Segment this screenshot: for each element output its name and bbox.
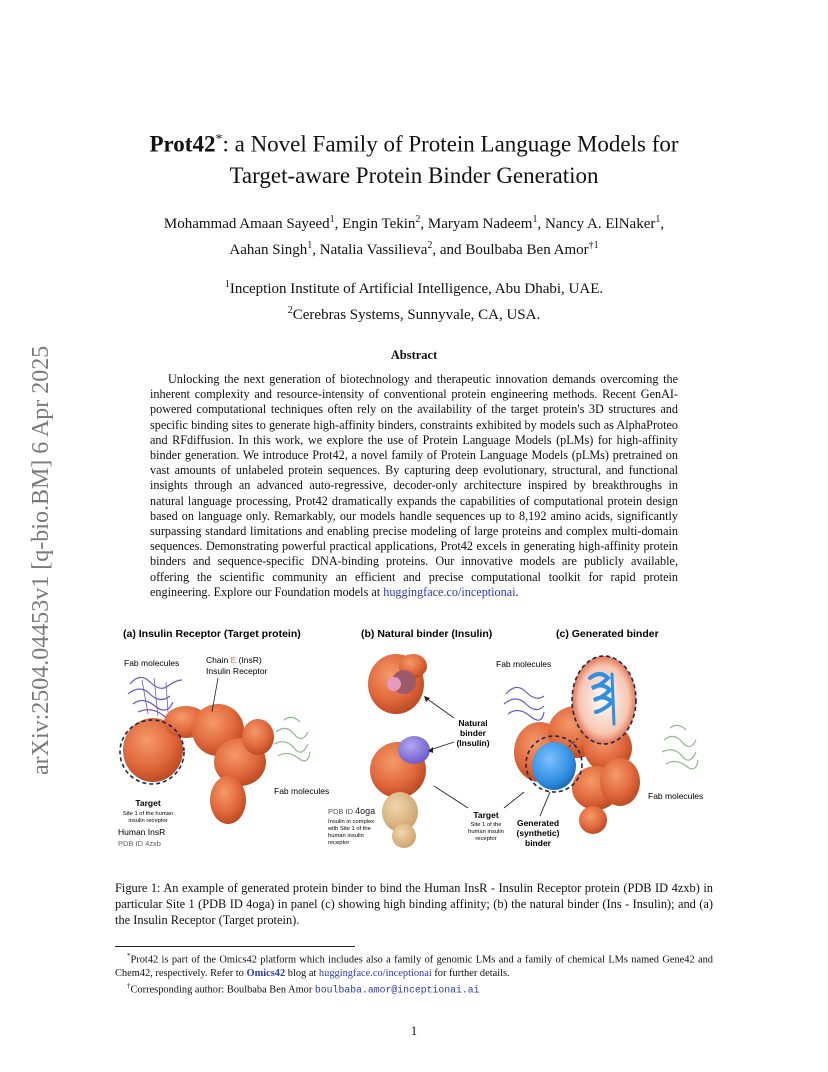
author-affil-mark: 2: [427, 239, 433, 251]
a-chain-label: Chain E (InsR): [206, 655, 262, 665]
author-name: Maryam Nadeem: [427, 215, 533, 232]
footnote-rule: [115, 946, 355, 947]
title-block: [90, 124, 738, 326]
b-pdb-sub3: human insulin: [328, 833, 364, 839]
title-footnote-mark: *: [215, 132, 223, 147]
b-natural-label2: binder: [460, 728, 486, 738]
omics42-link[interactable]: Omics42: [246, 967, 286, 979]
footnote-text: Corresponding author: Boulbaba Ben Amor: [130, 984, 315, 996]
page-number: 1: [410, 1024, 418, 1038]
c-fab-green: [662, 725, 698, 768]
a-target-sub1: Site 1 of the human: [122, 811, 174, 817]
b-target-label: Target: [473, 810, 499, 820]
zoom-bubble: [572, 656, 636, 744]
author-name: Aahan Singh: [229, 241, 308, 258]
figure-1: [108, 622, 720, 854]
footnotes: [115, 950, 713, 997]
huggingface-link[interactable]: huggingface.co/inceptionai: [383, 584, 516, 599]
figure-1-illustration: [108, 622, 720, 854]
b-arrow-up-head: [424, 696, 430, 702]
paper-title: [90, 124, 738, 191]
b-natural-label1: Natural: [458, 718, 488, 728]
c-generated-label1: Generated: [516, 818, 560, 828]
abstract-heading: Abstract: [390, 348, 438, 362]
title-model-name: Prot42: [149, 131, 216, 157]
b-target-sub2: human insulin: [468, 829, 504, 835]
footnote-mark: †: [127, 982, 131, 991]
affiliation: Inception Institute of Artificial Intelligence, Abu Dhabi, UAE.: [229, 280, 604, 297]
author-affil-mark: 1: [532, 213, 538, 225]
b-pdb-sub2: with Site 1 of the: [328, 826, 371, 832]
author-name: Natalia Vassilieva: [319, 241, 428, 258]
panel-b-title: (b) Natural binder (Insulin): [361, 628, 493, 640]
fab-molecule-green: [274, 717, 310, 760]
affiliation-list: [90, 274, 738, 326]
abstract-text: Unlocking the next generation of biotechnology and therapeutic innovation demands overcoming the inherent complexity and resource-intensity of conventional protein engineering methods. Recent GenAI-powered computational techniques often rely on the availability of the target protein's 3D structures and specific binding sites to generate high-affinity binders, constraints exhibited by models such as AlphaProteo and RFdiffusion. In this work, we explore the use of Protein Language Models (pLMs) for high-affinity binder generation. We introduce Prot42, a novel family of Protein Language Models (pLMs) pretrained on vast amounts of unlabeled protein sequences. By capturing deep evolutionary, structural, and functional insights through an advanced auto-regressive, decoder-only architecture inspired by breakthroughs in natural language processing, Prot42 dramatically expands the capabilities of computational protein design based on language only. Remarkably, our models handle sequences up to 8,192 amino acids, significantly surpassing standard limitations and enabling precise modeling of large proteins and complex multi-domain sequences. Demonstrating powerful practical applications, Prot42 excels in generating high-affinity protein binders and sequence-specific DNA-binding proteins. Our innovative models are publicly available, offering the scientific community an efficient and precise computational toolkit for rapid protein engineering. Explore our Foundation models at: [150, 372, 678, 599]
b-pdb-sub4: receptor: [328, 840, 350, 846]
c-generated-pointer: [540, 792, 550, 816]
b-target-arrow-right: [504, 792, 524, 808]
c-fab-top-label: Fab molecules: [496, 659, 552, 669]
a-insulin-receptor-label: Insulin Receptor: [206, 666, 268, 676]
author-affil-mark: 1: [307, 239, 313, 251]
abstract-end: .: [515, 584, 519, 599]
footnote-text: Prot42 is part of the Omics42 platform which includes also a family of genomic LMs and a family of chemical LMs named Gene42 and Chem42, respectively. Refer to: [115, 954, 713, 979]
title-line2: Target-aware Protein Binder Generation: [229, 162, 599, 188]
panel-b-structure: [327, 654, 524, 848]
b-pdb-sub1: Insulin in complex: [328, 819, 375, 825]
footnote-2: [115, 980, 713, 997]
author-affil-mark: 1: [655, 213, 661, 225]
c-generated-label2: (synthetic): [516, 828, 560, 838]
b-target-sub3: receptor: [475, 836, 497, 842]
b-arrow-up: [426, 698, 454, 718]
panel-c-structure: [496, 656, 703, 848]
a-target-sub2: insulin receptor: [128, 818, 168, 824]
author-list: Mohammad Amaan Sayeed$^1$, Engin Tekin$^2$, Maryam Nadeem$^1$, Nancy A. ElNaker$^1$, Aahan Singh$^1$, Natalia Vassilieva$^2$, and Boulbaba Ben Amor$^{\dagger 1}$: [163, 213, 665, 258]
tan-domain: [382, 792, 418, 848]
c-generated-label3: binder: [525, 838, 551, 848]
a-human-insr: Human InsR: [118, 827, 166, 837]
arxiv-stamp: [0, 0, 70, 1072]
insulin-bound: [398, 736, 430, 764]
footnote-1: [115, 950, 713, 980]
footnote-huggingface-link[interactable]: huggingface.co/inceptionai: [318, 967, 432, 979]
author-name: Nancy A. ElNaker: [544, 215, 656, 232]
arxiv-identifier: arXiv:2504.04453v1 [q-bio.BM] 6 Apr 2025: [28, 345, 54, 775]
b-arrow-down: [430, 742, 454, 750]
b-target-sub1: Site 1 of the: [470, 822, 502, 828]
affiliation-mark: 1: [224, 278, 230, 290]
affiliation: Cerebras Systems, Sunnyvale, CA, USA.: [292, 306, 541, 323]
a-fab-bottom-label: Fab molecules: [274, 786, 330, 796]
generated-binder-blob: [532, 742, 576, 790]
author-name: Engin Tekin: [342, 215, 416, 232]
b-pdb-label: PDB ID 4oga: [328, 806, 376, 816]
author-affil-mark: 1: [329, 213, 335, 225]
affiliation-mark: 2: [287, 304, 293, 316]
abstract-body: [150, 372, 678, 600]
footnote-text: blog at: [285, 967, 319, 979]
b-natural-label3: (Insulin): [456, 738, 490, 748]
footnote-text: for further details.: [431, 967, 510, 979]
author-name: Mohammad Amaan Sayeed: [163, 215, 330, 232]
panel-a-structure: [118, 655, 329, 848]
a-fab-label: Fab molecules: [124, 658, 180, 668]
title-line1: : a Novel Family of Protein Language Models for: [222, 131, 679, 157]
author-affil-mark: †1: [588, 239, 599, 251]
author-name: Boulbaba Ben Amor: [465, 241, 589, 258]
c-fab-bottom-label: Fab molecules: [648, 791, 704, 801]
author-affil-mark: 2: [415, 213, 421, 225]
panel-a-title: (a) Insulin Receptor (Target protein): [123, 628, 301, 640]
figure-caption: Figure 1: An example of generated protein binder to bind the Human InsR - Insulin Receptor protein (PDB ID 4zxb) in particular Site 1 (PDB ID 4oga) in panel (c) showing high binding affinity; (b) the natural binder (Ins - Insulin); and (a) the Insulin Receptor (Target protein).: [115, 881, 713, 927]
insulin-top-highlight: [387, 677, 401, 691]
footnote-mark: *: [127, 952, 131, 960]
author-email-link[interactable]: boulbaba.amor@inceptionai.ai: [314, 984, 480, 996]
a-pdb-id: PDB ID 4zxb: [118, 839, 161, 848]
b-target-arrow-left: [434, 786, 468, 808]
a-target-label: Target: [135, 798, 161, 808]
panel-c-title: (c) Generated binder: [556, 628, 659, 640]
c-fab-purple: [504, 687, 544, 720]
